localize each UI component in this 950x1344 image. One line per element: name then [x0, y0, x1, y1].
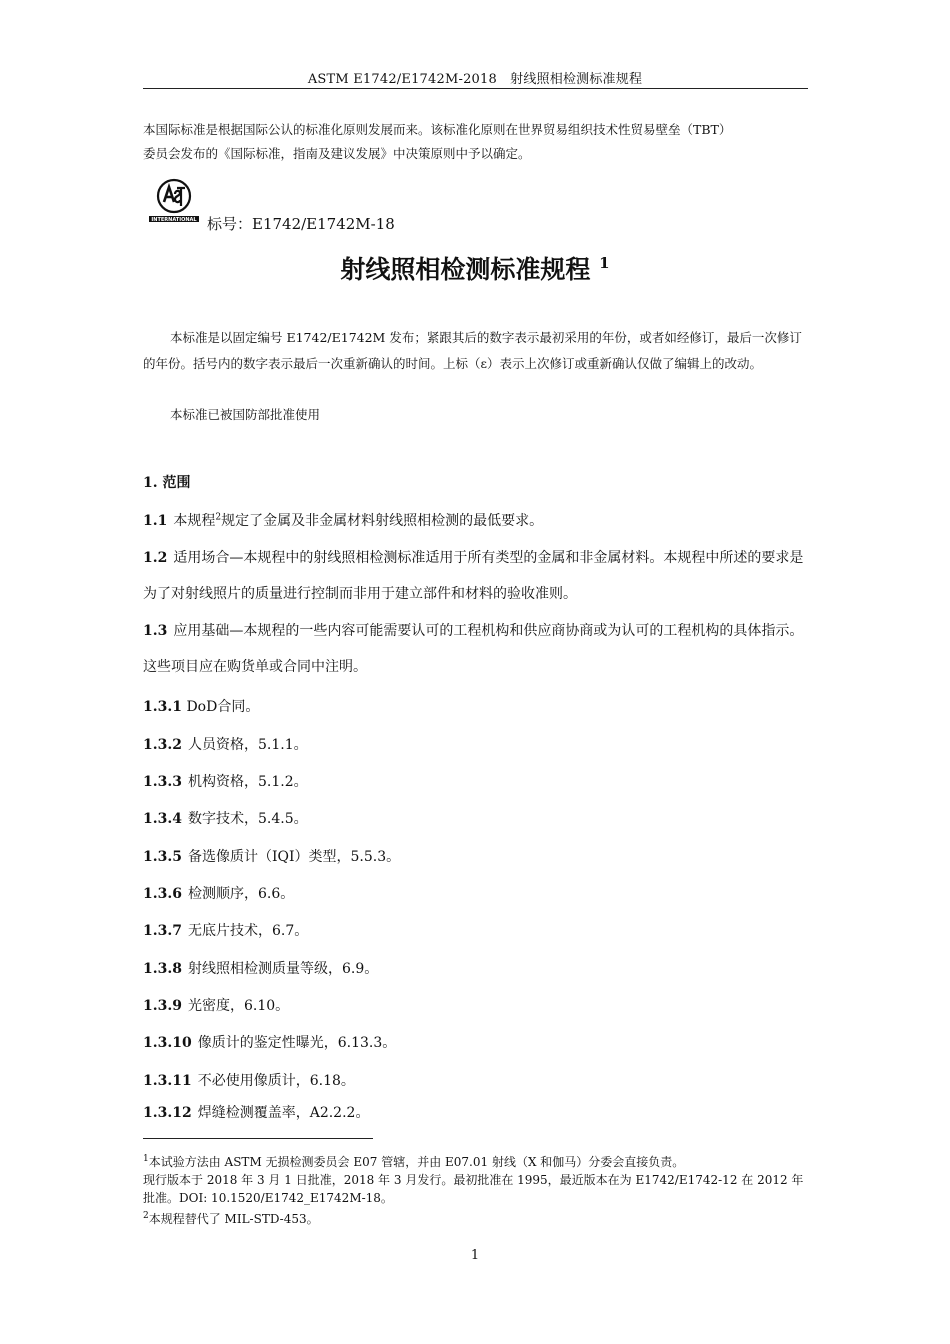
clause-number: 1.3.12 — [143, 1105, 192, 1121]
clause-number: 1.3.1 — [143, 699, 182, 715]
logo-text: INTERNATIONAL — [151, 217, 197, 223]
clause-text: 适用场合—本规程中的射线照相检测标准适用于所有类型的金属和非金属材料。本规程中所述的要求是为了对射线照片的质量进行控制而非用于建立部件和材料的验收准则。 — [143, 550, 804, 602]
footnote-2 — [143, 1207, 811, 1228]
clause-1-1 — [143, 510, 543, 530]
footnote-1 — [143, 1150, 811, 1171]
running-header: ASTM E1742/E1742M-2018 射线照相检测标准规程 — [307, 72, 643, 87]
footnote-ref: 2 — [215, 512, 222, 523]
clause-1-3-12 — [143, 1102, 369, 1122]
page-number: 1 — [470, 1248, 480, 1263]
clause-1-3-5 — [143, 846, 400, 866]
clause-number: 1.3.11 — [143, 1073, 192, 1089]
header-rule — [143, 88, 808, 89]
intro-line-2: 委员会发布的《国际标准，指南及建议发展》中决策原则中予以确定。 — [143, 146, 531, 161]
clause-number: 1.2 — [143, 550, 168, 566]
clause-1-3-4 — [143, 808, 308, 828]
clause-text: DoD合同。 — [186, 699, 260, 715]
dod-approval-note: 本标准已被国防部批准使用 — [170, 407, 321, 422]
clause-1-3-10 — [143, 1032, 396, 1052]
footnote-text: 本规程替代了 MIL-STD-453。 — [148, 1212, 319, 1226]
clause-1-3-7 — [143, 920, 308, 940]
clause-number: 1.3.3 — [143, 774, 182, 790]
astm-logo-icon — [147, 176, 201, 224]
clause-number: 1.3.2 — [143, 737, 182, 753]
clause-number: 1.3.7 — [143, 923, 182, 939]
clause-text: 人员资格，5.1.1。 — [187, 737, 308, 753]
clause-number: 1.3.6 — [143, 886, 182, 902]
clause-number: 1.3.8 — [143, 961, 182, 977]
clause-1-3-9 — [143, 995, 289, 1015]
clause-text: 备选像质计（IQI）类型，5.5.3。 — [187, 849, 401, 865]
document-title — [0, 250, 950, 286]
section-heading-scope: 1. 范围 — [143, 475, 191, 491]
clause-text: 焊缝检测覆盖率，A2.2.2。 — [197, 1105, 370, 1121]
footnote-separator — [143, 1138, 373, 1139]
footnote-mark: 2 — [143, 1211, 149, 1221]
title-text: 射线照相检测标准规程 — [340, 255, 591, 284]
footnote-mark: 1 — [143, 1154, 149, 1164]
intro-line-1: 本国际标准是根据国际公认的标准化原则发展而来。该标准化原则在世界贸易组织技术性贸易壁垒（TBT） — [143, 122, 732, 137]
clause-text: 检测顺序，6.6。 — [187, 886, 295, 902]
clause-number: 1.1 — [143, 513, 168, 529]
clause-1-3-2 — [143, 734, 308, 754]
preamble-paragraph: 本标准是以固定编号 E1742/E1742M 发布；紧跟其后的数字表示最初采用的年份，或者如经修订，最后一次修订的年份。括号内的数字表示最后一次重新确认的时间。上标（ε）表示上次修订或重新确认仅做了编辑上的改动。 — [143, 330, 802, 371]
clause-text: 光密度，6.10。 — [187, 998, 290, 1014]
clause-text: 机构资格，5.1.2。 — [187, 774, 308, 790]
clause-text: 应用基础—本规程的一些内容可能需要认可的工程机构和供应商协商或为认可的工程机构的具体指示。这些项目应在购货单或合同中注明。 — [143, 623, 804, 675]
clause-text: 本规程 — [173, 513, 216, 529]
clause-text: 像质计的鉴定性曝光，6.13.3。 — [197, 1035, 397, 1051]
clause-text: 数字技术，5.4.5。 — [187, 811, 308, 827]
clause-1-2 — [143, 540, 809, 612]
clause-text: 不必使用像质计，6.18。 — [197, 1073, 355, 1089]
clause-number: 1.3 — [143, 623, 168, 639]
clause-1-3-1 — [143, 696, 259, 716]
clause-1-3-8 — [143, 958, 378, 978]
clause-text: 无底片技术，6.7。 — [187, 923, 309, 939]
clause-1-3 — [143, 613, 809, 685]
footnote-text: 本试验方法由 ASTM 无损检测委员会 E07 管辖，并由 E07.01 射线（X 和伽马）分委会直接负责。 — [148, 1155, 685, 1169]
clause-1-3-11 — [143, 1070, 355, 1090]
clause-1-3-3 — [143, 771, 308, 791]
footnotes — [143, 1150, 811, 1228]
clause-number: 1.3.9 — [143, 998, 182, 1014]
clause-number: 1.3.10 — [143, 1035, 192, 1051]
clause-number: 1.3.5 — [143, 849, 182, 865]
designation-number: 标号：E1742/E1742M-18 — [207, 215, 395, 233]
clause-1-3-6 — [143, 883, 294, 903]
intro-statement — [143, 118, 811, 166]
clause-text: 规定了金属及非金属材料射线照相检测的最低要求。 — [221, 513, 544, 529]
clause-text: 射线照相检测质量等级，6.9。 — [187, 961, 379, 977]
clause-number: 1.3.4 — [143, 811, 182, 827]
title-footnote-mark: 1 — [599, 254, 610, 272]
footnote-1-continuation: 现行版本于 2018 年 3 月 1 日批准，2018 年 3 月发行。最初批准在 1995，最近版本在为 E1742/E1742-12 在 2012 年批准。DOI: 10.1520/E1742_E1742M-18。 — [143, 1173, 804, 1205]
